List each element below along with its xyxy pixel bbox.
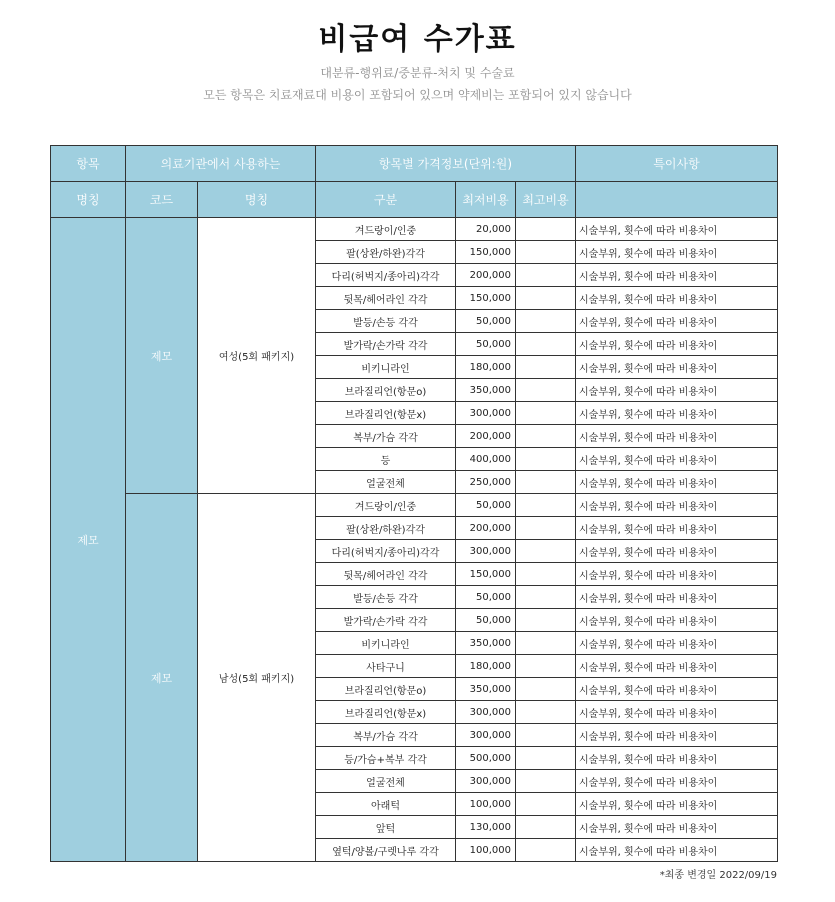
min-cost-cell: 50,000 [456, 586, 516, 609]
note-cell: 시술부위, 횟수에 따라 비용차이 [576, 333, 778, 356]
treatment-area-cell: 겨드랑이/인중 [316, 218, 456, 241]
note-cell: 시술부위, 횟수에 따라 비용차이 [576, 471, 778, 494]
min-cost-cell: 180,000 [456, 655, 516, 678]
note-cell: 시술부위, 횟수에 따라 비용차이 [576, 816, 778, 839]
min-cost-cell: 200,000 [456, 517, 516, 540]
treatment-area-cell: 얼굴전체 [316, 471, 456, 494]
male-code-cell: 제모 [126, 494, 198, 862]
max-cost-cell [516, 494, 576, 517]
min-cost-cell: 500,000 [456, 747, 516, 770]
note-cell: 시술부위, 횟수에 따라 비용차이 [576, 264, 778, 287]
min-cost-cell: 350,000 [456, 379, 516, 402]
note-cell: 시술부위, 횟수에 따라 비용차이 [576, 839, 778, 862]
note-cell: 시술부위, 횟수에 따라 비용차이 [576, 540, 778, 563]
subtitle-notice: 모든 항목은 치료재료대 비용이 포함되어 있으며 약제비는 포함되어 있지 않습니다 [203, 88, 632, 102]
treatment-area-cell: 발가락/손가락 각각 [316, 609, 456, 632]
note-cell: 시술부위, 횟수에 따라 비용차이 [576, 655, 778, 678]
note-cell: 시술부위, 횟수에 따라 비용차이 [576, 632, 778, 655]
max-cost-cell [516, 724, 576, 747]
min-cost-cell: 300,000 [456, 770, 516, 793]
max-cost-cell [516, 609, 576, 632]
min-cost-cell: 100,000 [456, 839, 516, 862]
max-cost-cell [516, 287, 576, 310]
group-name-cell: 제모 [51, 218, 126, 862]
note-cell: 시술부위, 횟수에 따라 비용차이 [576, 379, 778, 402]
max-cost-cell [516, 793, 576, 816]
treatment-area-cell: 다리(허벅지/종아리)각각 [316, 540, 456, 563]
header-price-info: 항목별 가격정보(단위:원) [316, 146, 576, 182]
min-cost-cell: 400,000 [456, 448, 516, 471]
header-notes-2 [576, 182, 778, 218]
header-category: 구분 [316, 182, 456, 218]
note-cell: 시술부위, 횟수에 따라 비용차이 [576, 793, 778, 816]
max-cost-cell [516, 563, 576, 586]
max-cost-cell [516, 425, 576, 448]
header-min-cost: 최저비용 [456, 182, 516, 218]
note-cell: 시술부위, 횟수에 따라 비용차이 [576, 586, 778, 609]
note-cell: 시술부위, 횟수에 따라 비용차이 [576, 425, 778, 448]
min-cost-cell: 130,000 [456, 816, 516, 839]
max-cost-cell [516, 632, 576, 655]
min-cost-cell: 150,000 [456, 287, 516, 310]
treatment-area-cell: 팔(상완/하완)각각 [316, 241, 456, 264]
min-cost-cell: 300,000 [456, 724, 516, 747]
female-code-cell: 제모 [126, 218, 198, 494]
max-cost-cell [516, 218, 576, 241]
max-cost-cell [516, 264, 576, 287]
header-institution: 의료기관에서 사용하는 [126, 146, 316, 182]
treatment-area-cell: 등 [316, 448, 456, 471]
table-row [51, 218, 778, 241]
treatment-area-cell: 브라질리언(항문x) [316, 402, 456, 425]
treatment-area-cell: 사타구니 [316, 655, 456, 678]
treatment-area-cell: 복부/가슴 각각 [316, 425, 456, 448]
treatment-area-cell: 브라질리언(항문o) [316, 678, 456, 701]
note-cell: 시술부위, 횟수에 따라 비용차이 [576, 494, 778, 517]
max-cost-cell [516, 379, 576, 402]
note-cell: 시술부위, 횟수에 따라 비용차이 [576, 701, 778, 724]
fee-table [50, 145, 778, 862]
treatment-area-cell: 아래턱 [316, 793, 456, 816]
note-cell: 시술부위, 횟수에 따라 비용차이 [576, 609, 778, 632]
max-cost-cell [516, 770, 576, 793]
header-name-2: 명칭 [198, 182, 316, 218]
max-cost-cell [516, 839, 576, 862]
header-notes: 특이사항 [576, 146, 778, 182]
female-package-name-cell: 여성(5회 패키지) [198, 218, 316, 494]
note-cell: 시술부위, 횟수에 따라 비용차이 [576, 356, 778, 379]
max-cost-cell [516, 241, 576, 264]
treatment-area-cell: 팔(상완/하완)각각 [316, 517, 456, 540]
note-cell: 시술부위, 횟수에 따라 비용차이 [576, 747, 778, 770]
table-row [51, 494, 778, 517]
min-cost-cell: 300,000 [456, 701, 516, 724]
min-cost-cell: 50,000 [456, 310, 516, 333]
max-cost-cell [516, 701, 576, 724]
header-item: 항목 [51, 146, 126, 182]
min-cost-cell: 150,000 [456, 563, 516, 586]
note-cell: 시술부위, 횟수에 따라 비용차이 [576, 241, 778, 264]
note-cell: 시술부위, 횟수에 따라 비용차이 [576, 770, 778, 793]
treatment-area-cell: 뒷목/헤어라인 각각 [316, 563, 456, 586]
page-title: 비급여 수가표 [318, 22, 517, 57]
last-modified-note: *최종 변경일 2022/09/19 [659, 870, 777, 881]
treatment-area-cell: 발등/손등 각각 [316, 310, 456, 333]
header-row-1 [51, 146, 778, 182]
min-cost-cell: 50,000 [456, 494, 516, 517]
treatment-area-cell: 복부/가슴 각각 [316, 724, 456, 747]
max-cost-cell [516, 586, 576, 609]
max-cost-cell [516, 678, 576, 701]
treatment-area-cell: 다리(허벅지/종아리)각각 [316, 264, 456, 287]
max-cost-cell [516, 655, 576, 678]
note-cell: 시술부위, 횟수에 따라 비용차이 [576, 678, 778, 701]
treatment-area-cell: 옆턱/양볼/구렛나루 각각 [316, 839, 456, 862]
fee-table-body [51, 218, 778, 862]
header-name: 명칭 [51, 182, 126, 218]
min-cost-cell: 100,000 [456, 793, 516, 816]
min-cost-cell: 50,000 [456, 333, 516, 356]
min-cost-cell: 50,000 [456, 609, 516, 632]
treatment-area-cell: 브라질리언(항문x) [316, 701, 456, 724]
treatment-area-cell: 발가락/손가락 각각 [316, 333, 456, 356]
min-cost-cell: 200,000 [456, 425, 516, 448]
max-cost-cell [516, 540, 576, 563]
male-package-name-cell: 남성(5회 패키지) [198, 494, 316, 862]
min-cost-cell: 150,000 [456, 241, 516, 264]
min-cost-cell: 20,000 [456, 218, 516, 241]
treatment-area-cell: 비키니라인 [316, 356, 456, 379]
header-max-cost: 최고비용 [516, 182, 576, 218]
max-cost-cell [516, 310, 576, 333]
min-cost-cell: 300,000 [456, 540, 516, 563]
max-cost-cell [516, 402, 576, 425]
treatment-area-cell: 브라질리언(항문o) [316, 379, 456, 402]
min-cost-cell: 350,000 [456, 632, 516, 655]
min-cost-cell: 180,000 [456, 356, 516, 379]
treatment-area-cell: 앞턱 [316, 816, 456, 839]
subtitle-category: 대분류-행위료/중분류-처치 및 수술료 [320, 66, 515, 80]
max-cost-cell [516, 333, 576, 356]
note-cell: 시술부위, 횟수에 따라 비용차이 [576, 563, 778, 586]
min-cost-cell: 250,000 [456, 471, 516, 494]
note-cell: 시술부위, 횟수에 따라 비용차이 [576, 724, 778, 747]
min-cost-cell: 300,000 [456, 402, 516, 425]
treatment-area-cell: 발등/손등 각각 [316, 586, 456, 609]
max-cost-cell [516, 517, 576, 540]
min-cost-cell: 350,000 [456, 678, 516, 701]
treatment-area-cell: 비키니라인 [316, 632, 456, 655]
max-cost-cell [516, 747, 576, 770]
treatment-area-cell: 등/가슴+복부 각각 [316, 747, 456, 770]
max-cost-cell [516, 448, 576, 471]
treatment-area-cell: 뒷목/헤어라인 각각 [316, 287, 456, 310]
header-row-2 [51, 182, 778, 218]
header-code: 코드 [126, 182, 198, 218]
max-cost-cell [516, 356, 576, 379]
treatment-area-cell: 겨드랑이/인중 [316, 494, 456, 517]
max-cost-cell [516, 816, 576, 839]
note-cell: 시술부위, 횟수에 따라 비용차이 [576, 218, 778, 241]
max-cost-cell [516, 471, 576, 494]
note-cell: 시술부위, 횟수에 따라 비용차이 [576, 402, 778, 425]
note-cell: 시술부위, 횟수에 따라 비용차이 [576, 310, 778, 333]
treatment-area-cell: 얼굴전체 [316, 770, 456, 793]
note-cell: 시술부위, 횟수에 따라 비용차이 [576, 448, 778, 471]
note-cell: 시술부위, 횟수에 따라 비용차이 [576, 287, 778, 310]
min-cost-cell: 200,000 [456, 264, 516, 287]
note-cell: 시술부위, 횟수에 따라 비용차이 [576, 517, 778, 540]
